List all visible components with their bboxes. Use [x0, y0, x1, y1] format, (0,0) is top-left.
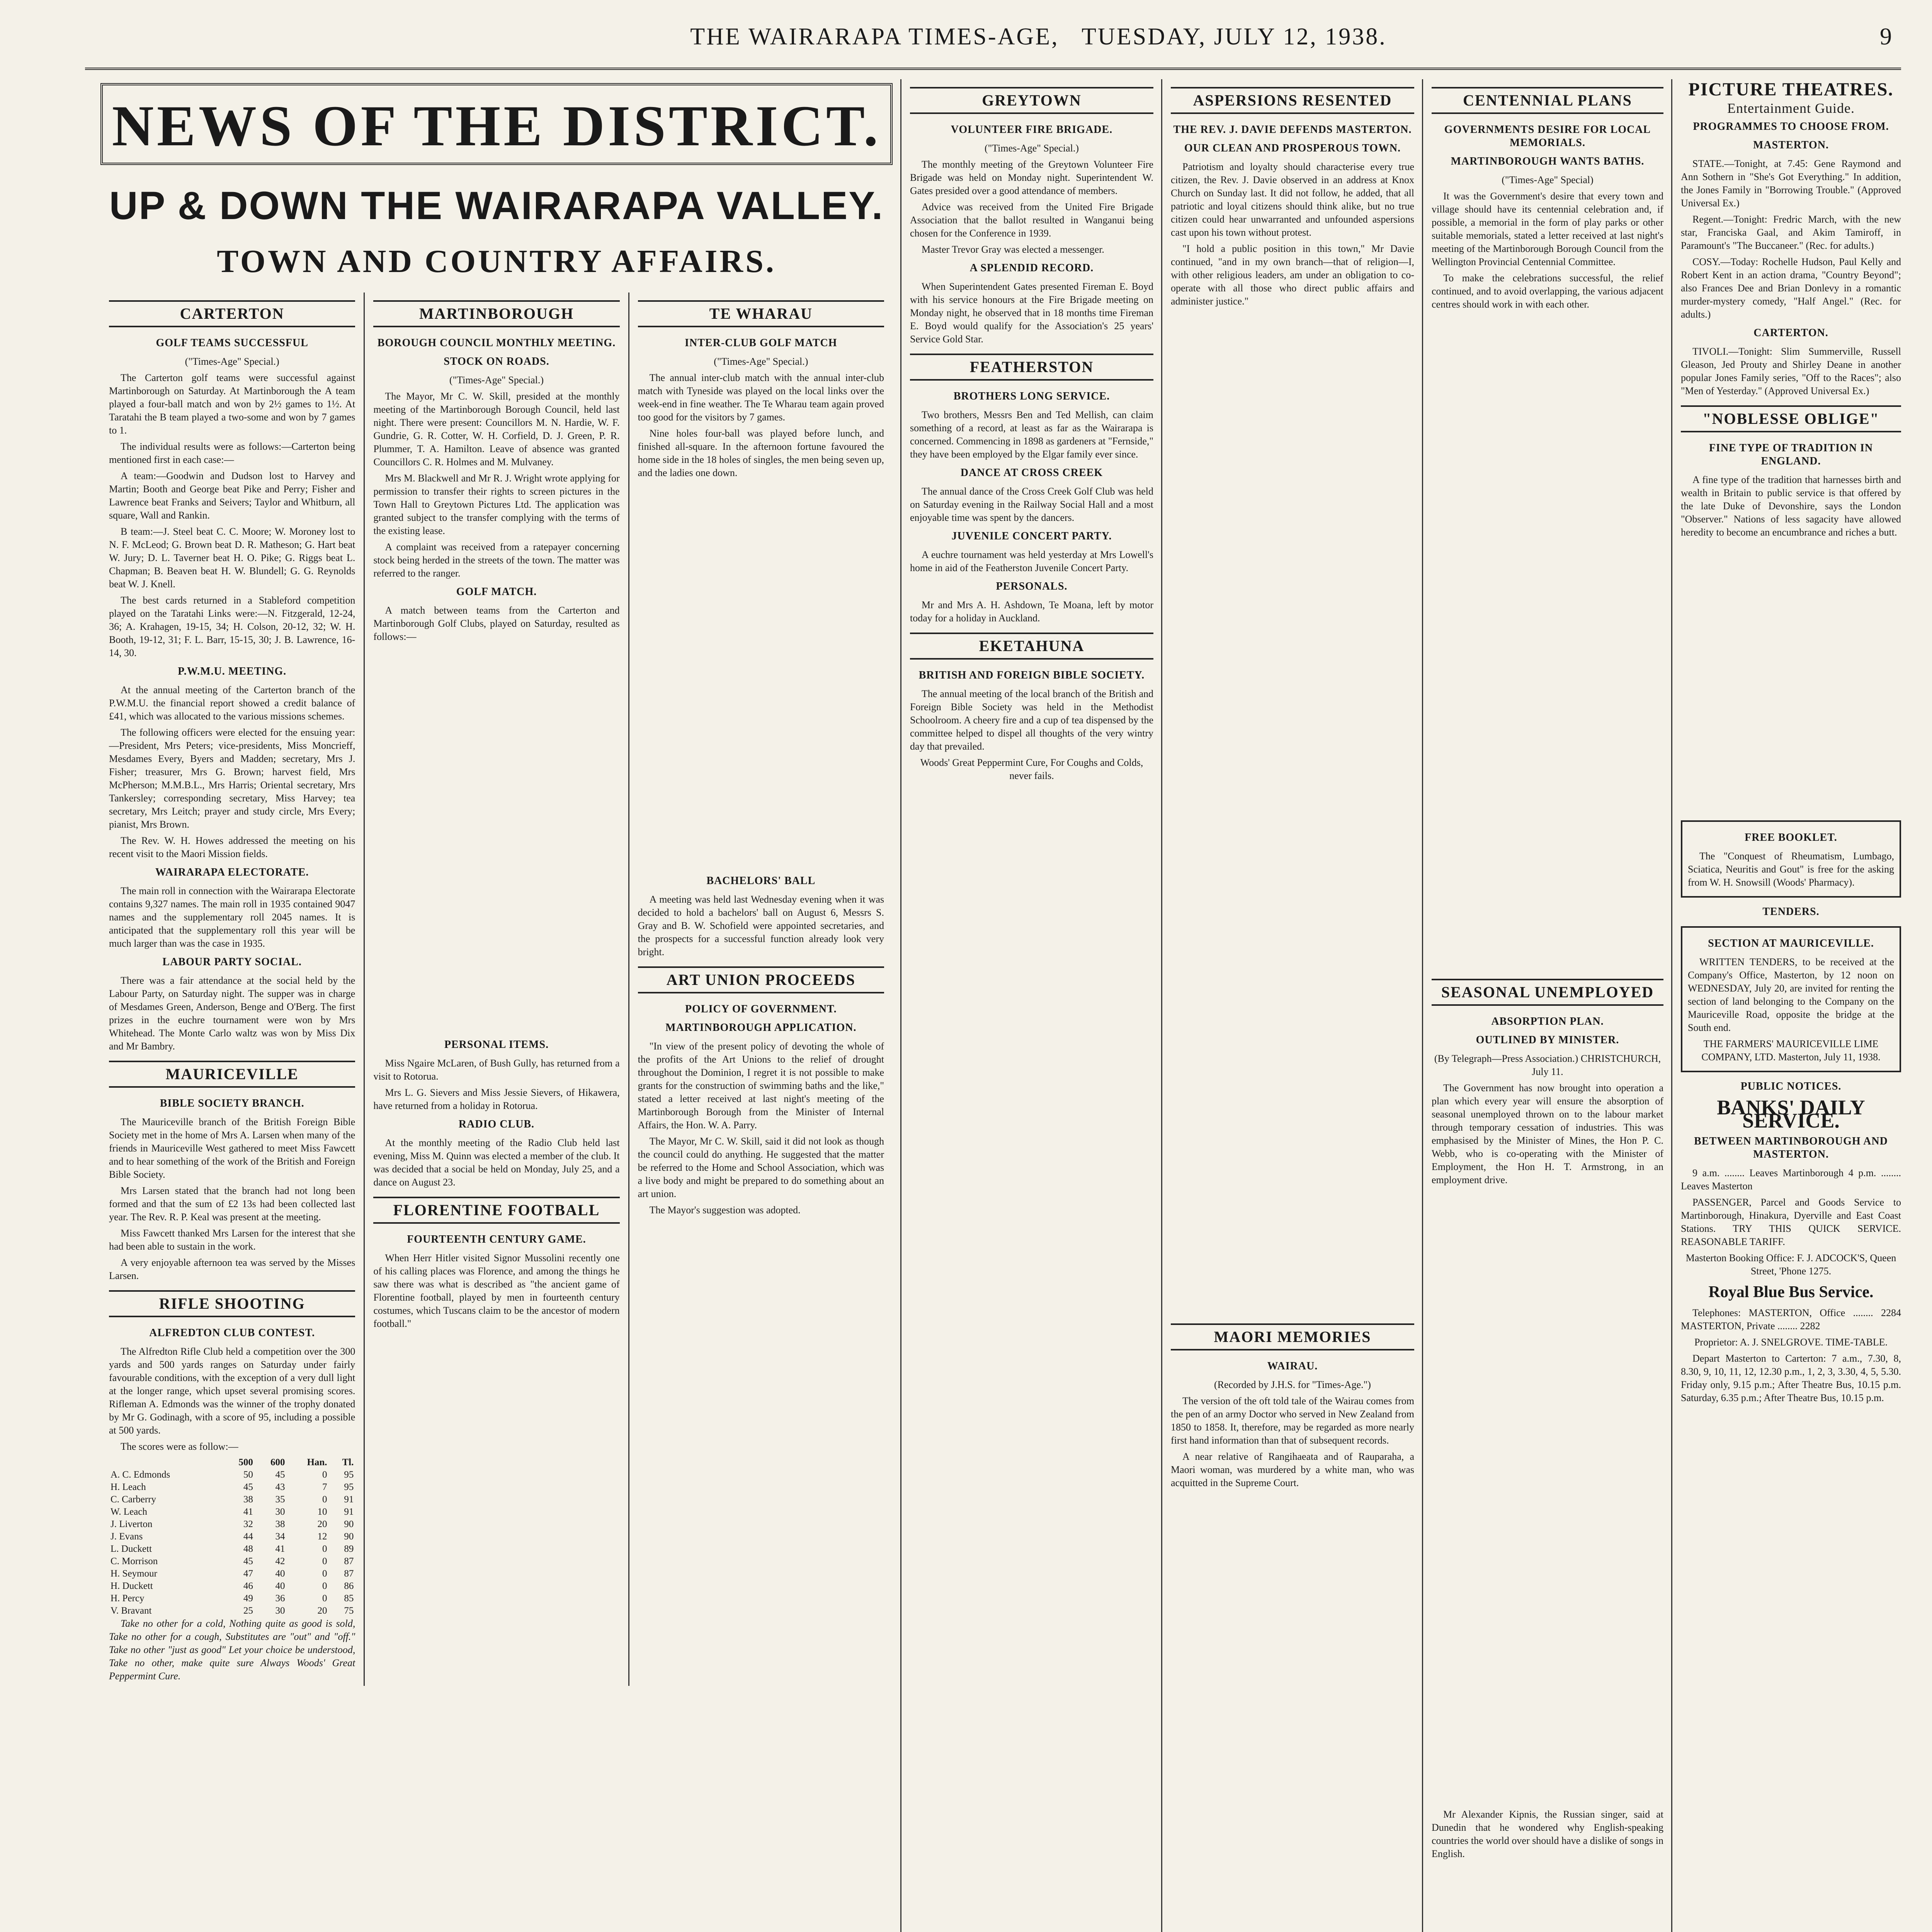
article-paragraph: The monthly meeting of the Greytown Volunteer Fire Brigade was held on Monday night. Superintendent W. Gates presided over a good attendance of members.	[910, 159, 1153, 196]
masthead	[97, 19, 1893, 54]
table-cell: 41	[275, 1544, 285, 1554]
section-heading-rifle: RIFLE SHOOTING	[109, 1290, 355, 1317]
theatre-listing-regent: Regent.—Tonight: Fredric March, with the new star, Franciska Gaal, and Akim Tamiroff, in Paramount's "The Buccaneer." (Rec. for adults.)	[1681, 214, 1901, 251]
town-country-heading: TOWN AND COUNTRY AFFAIRS.	[217, 243, 776, 279]
column-aspersions	[1171, 79, 1414, 1932]
peppermint-verse: Take no other for a cold, Nothing quite as good is sold, Take no other for a cough, Substitutes are "out" and "off." Take no other "just as good" Let your choice be understood, Take no other, make quite sure Always Woods' Great Peppermint Cure.	[109, 1618, 355, 1682]
article-paragraph: Miss Ngaire McLaren, of Bush Gully, has returned from a visit to Rotorua.	[373, 1058, 620, 1082]
column-martinborough	[365, 293, 629, 1686]
tender-text: WRITTEN TENDERS, to be received at the Company's Office, Masterton, by 12 noon on WEDNESDAY, July 20, are invited for renting the section of land belonging to the Company on the Mauriceville Road, opposite the bridge at the South end.	[1688, 956, 1894, 1033]
table-cell: 0	[322, 1494, 327, 1505]
table-cell: 85	[344, 1593, 354, 1604]
table-cell: 41	[243, 1507, 253, 1517]
article-paragraph: Mr Alexander Kipnis, the Russian singer, said at Dunedin that he wondered why English-speaking countries the world over should have a dislike of songs in English.	[1432, 1809, 1663, 1859]
column-rule	[1161, 79, 1162, 1932]
carterton-heading: CARTERTON.	[1753, 327, 1828, 339]
subheading-bible: BIBLE SOCIETY BRANCH.	[160, 1097, 304, 1109]
article-paragraph: A team:—Goodwin and Dudson lost to Harvey and Martin; Booth and George beat Pike and Perry; Fisher and Lawrence beat Franks and Seivers; Taylor and Whitburn, all square, Wall and Rankin.	[109, 470, 355, 521]
section-heading-maori: MAORI MEMORIES	[1171, 1323, 1414, 1350]
tenders-heading: TENDERS.	[1762, 906, 1820, 918]
article-paragraph: Nine holes four-ball was played before lunch, and finished all-square. In the afternoon fortune favoured the home side in the 18 holes of singles, the men being seven up, and the ladies one down.	[638, 428, 884, 478]
royal-timetable: Depart Masterton to Carterton: 7 a.m., 7.30, 8, 8.30, 9, 10, 11, 12, 12.30 p.m., 1, 2, 3, 3.30, 4, 5, 5.30. Friday only, 9.15 p.m.; After Theatre Bus, 10.15 p.m. Saturday, 6.35 p.m.; After Theatre Bus, 10.15 p.m.	[1681, 1353, 1901, 1403]
article-paragraph: Miss Fawcett thanked Mrs Larsen for the interest that she had been able to sustain in the work.	[109, 1228, 355, 1252]
footer-advert: Woods' Great Peppermint Cure, For Coughs and Colds, never fails.	[920, 757, 1143, 781]
banks-service-heading: BANKS' DAILY SERVICE.	[1717, 1096, 1865, 1132]
subheading-stock: STOCK ON ROADS.	[444, 355, 549, 367]
table-cell: H. Seymour	[111, 1568, 157, 1579]
table-cell: 34	[275, 1531, 285, 1542]
column-carterton	[100, 293, 365, 1686]
subheading-bachelors: BACHELORS' BALL	[706, 875, 816, 887]
subheading-pwmu: P.W.M.U. MEETING.	[178, 665, 287, 677]
article-paragraph: Mrs Larsen stated that the branch had not long been formed and that the sum of £2 13s had been collected last year. The Rev. R. P. Keal was present at the meeting.	[109, 1185, 355, 1223]
subheading-bible-society: BRITISH AND FOREIGN BIBLE SOCIETY.	[918, 669, 1145, 681]
table-cell: 38	[243, 1494, 253, 1505]
article-paragraph: The Rev. W. H. Howes addressed the meeting on his recent visit to the Maori Mission fields.	[109, 835, 355, 859]
special-credit: ("Times-Age" Special.)	[449, 374, 544, 386]
column-rule	[1422, 79, 1423, 1932]
column-text-area	[373, 646, 619, 1033]
scores-column-header: 600	[270, 1457, 285, 1468]
subheading-tradition: FINE TYPE OF TRADITION IN ENGLAND.	[1709, 442, 1873, 467]
table-cell: 91	[344, 1494, 354, 1505]
subheading-electorate: WAIRARAPA ELECTORATE.	[155, 866, 309, 878]
article-paragraph: Advice was received from the United Fire Brigade Association that the ballot resulted in Wanganui being chosen for the Conference in 1939.	[910, 201, 1153, 239]
column-text-area	[638, 483, 884, 869]
article-paragraph: Mrs M. Blackwell and Mr R. J. Wright wrote applying for permission to transfer their rights to screen pictures in the Town Hall to Greytown Pictures Ltd. The application was granted subject to the transfer complying with the terms of the existing lease.	[373, 473, 620, 536]
section-heading-centennial: CENTENNIAL PLANS	[1432, 87, 1663, 114]
subheading-brothers: BROTHERS LONG SERVICE.	[953, 390, 1110, 402]
table-cell: 46	[243, 1581, 253, 1591]
telegraph-credit: (By Telegraph—Press Association.) CHRISTCHURCH, July 11.	[1434, 1053, 1661, 1077]
table-cell: 38	[275, 1519, 285, 1529]
scores-header-row	[109, 1456, 355, 1469]
table-cell: 87	[344, 1568, 354, 1579]
free-booklet-text: The "Conquest of Rheumatism, Lumbago, Sciatica, Neuritis and Gout" is free for the asking from W. H. Snowsill (Woods' Pharmacy).	[1688, 850, 1894, 888]
article-paragraph: It was the Government's desire that every town and village should have its centennial celebration and, if possible, a memorial in the form of play parks or other suitable memorials, stated a letter received at last night's meeting of the Martinborough Borough Council from the Wellington Provincial Centennial Committee.	[1432, 190, 1663, 267]
royal-proprietor: Proprietor: A. J. SNELGROVE. TIME-TABLE.	[1694, 1337, 1888, 1348]
table-cell: C. Carberry	[111, 1494, 156, 1505]
column-rule	[900, 79, 901, 1932]
article-paragraph: The Mayor, Mr C. W. Skill, said it did not look as though the council could do anything. He suggested that the matter be referred to the Home and School Association, which was a live body and might be prepared to do something about an art union.	[638, 1136, 884, 1199]
table-row	[109, 1555, 355, 1568]
section-heading-featherston: FEATHERSTON	[910, 354, 1153, 381]
table-cell: 95	[344, 1469, 354, 1480]
article-paragraph: The Carterton golf teams were successful against Martinborough on Saturday. At Martinborough the A team played a four-ball match and won by 2½ games to 1½. At Taratahi the B team played a two-some and won by 7 games to 1.	[109, 372, 355, 436]
royal-blue-heading: Royal Blue Bus Service.	[1708, 1283, 1874, 1301]
column-centennial	[1432, 79, 1663, 1932]
subheading-council: BOROUGH COUNCIL MONTHLY MEETING.	[377, 337, 616, 349]
masthead-title	[690, 23, 1387, 51]
article-paragraph: The main roll in connection with the Wairarapa Electorate contains 9,327 names. The main roll in 1935 contained 9047 names and the supplementary roll 2045 names. It is anticipated that the supplementary roll this year will be much larger than was the case in 1935.	[109, 885, 355, 949]
section-heading-eketahuna: EKETAHUNA	[910, 633, 1153, 660]
subheading-policy: POLICY OF GOVERNMENT.	[685, 1003, 837, 1015]
article-paragraph: At the annual meeting of the Carterton branch of the P.W.M.U. the financial report showed a credit balance of £41, which was allocated to the various missions schemes.	[109, 684, 355, 722]
subheading-golf-match: GOLF MATCH.	[456, 586, 537, 598]
article-paragraph: At the monthly meeting of the Radio Club held last evening, Miss M. Quinn was elected a member of the club. It was decided that a social be held on Monday, July 25, and a dance on August 23.	[373, 1137, 620, 1188]
table-cell: 45	[243, 1482, 253, 1492]
subheading-minister: OUTLINED BY MINISTER.	[1476, 1034, 1619, 1046]
public-notices-heading: PUBLIC NOTICES.	[1740, 1080, 1842, 1092]
column-text-area	[1681, 542, 1901, 813]
article-paragraph: A match between teams from the Carterton and Martinborough Golf Clubs, played on Saturday, resulted as follows:—	[373, 605, 620, 642]
theatre-listing-state: STATE.—Tonight, at 7.45: Gene Raymond and Ann Sothern in "She's Got Everything." In addition, the Jones Family in "Borrowing Trouble." (Approved Universal Ex.)	[1681, 158, 1901, 209]
section-heading-mauriceville: MAURICEVILLE	[109, 1061, 355, 1088]
subheading-memorials: GOVERNMENTS DESIRE FOR LOCAL MEMORIALS.	[1444, 124, 1651, 149]
table-cell: W. Leach	[111, 1507, 147, 1517]
table-cell: 0	[322, 1469, 327, 1480]
table-row	[109, 1543, 355, 1555]
special-credit: ("Times-Age" Special)	[1502, 174, 1594, 185]
table-cell: 49	[243, 1593, 253, 1604]
table-cell: 50	[243, 1469, 253, 1480]
table-cell: 0	[322, 1544, 327, 1554]
subheading-golf: GOLF TEAMS SUCCESSFUL	[156, 337, 308, 349]
column-greytown	[910, 79, 1153, 1932]
article-paragraph: The following officers were elected for the ensuing year:—President, Mrs Peters; vice-presidents, Miss Moncrieff, Mesdames Every, Byers and Madden; secretary, Mrs J. Fisher; treasurer, Mrs G. Brown; harvest field, Mrs McPherson; M.M.B.L., Mrs Harris; Oriental secretary, Mrs Tankersley; corresponding secretary, Miss Harvey; tea secretary, Mrs Leitch; prayer and study circle, Mrs Every; pianist, Mrs Brown.	[109, 727, 355, 830]
article-paragraph: The annual meeting of the local branch of the British and Foreign Bible Society was held in the Methodist Schoolroom. A cheery fire and a cup of tea dispensed by the committee helped to dispel all thoughts of the very wintry day that prevailed.	[910, 688, 1153, 752]
table-cell: 42	[275, 1556, 285, 1566]
table-cell: 30	[275, 1605, 285, 1616]
table-cell: 40	[275, 1581, 285, 1591]
table-cell: 0	[322, 1568, 327, 1579]
table-cell: 90	[344, 1531, 354, 1542]
section-heading-te-wharau: TE WHARAU	[638, 300, 884, 327]
table-cell: 47	[243, 1568, 253, 1579]
section-heading-martinborough: MARTINBOROUGH	[373, 300, 619, 327]
table-row	[109, 1592, 355, 1605]
district-news-block	[100, 79, 893, 1932]
table-row	[109, 1568, 355, 1580]
article-paragraph: A very enjoyable afternoon tea was served by the Misses Larsen.	[109, 1257, 355, 1281]
table-cell: J. Liverton	[111, 1519, 153, 1529]
article-paragraph: The Alfredton Rifle Club held a competition over the 300 yards and 500 yards ranges on Saturday under fairly favourable conditions, with the exception of a very dull light at the longer range, which upset several promising scores. Rifleman A. Edmonds was the winner of the trophy donated by Mr G. Godinagh, with a score of 95, including a possible at 500 yards.	[109, 1346, 355, 1436]
article-paragraph: The Mayor's suggestion was adopted.	[649, 1204, 801, 1216]
article-paragraph: When Herr Hitler visited Signor Mussolini recently one of his calling places was Florence, and among the things he saw there was what is described as "the ancient game of Florentine football, played by men in fourteenth century costumes, which Tuscans claim to be the ancestor of modern football."	[373, 1252, 620, 1329]
subheading-personal: PERSONAL ITEMS.	[444, 1039, 549, 1051]
banks-booking-office: Masterton Booking Office: F. J. ADCOCK'S, Queen Street, 'Phone 1275.	[1685, 1252, 1896, 1277]
subheading-alfredton: ALFREDTON CLUB CONTEST.	[149, 1327, 315, 1339]
subheading-fourteenth: FOURTEENTH CENTURY GAME.	[407, 1233, 586, 1245]
table-cell: L. Duckett	[111, 1544, 152, 1554]
article-paragraph: The Mauriceville branch of the British Foreign Bible Society met in the home of Mrs A. Larsen when many of the friends in Mauriceville West gathered to meet Miss Fawcett and to hear something of the work of the British and Foreign Bible Society.	[109, 1116, 355, 1180]
table-cell: 90	[344, 1519, 354, 1529]
section-heading-aspersions: ASPERSIONS RESENTED	[1171, 87, 1414, 114]
subheading-clean-town: OUR CLEAN AND PROSPEROUS TOWN.	[1184, 142, 1401, 154]
article-paragraph: When Superintendent Gates presented Fireman E. Boyd with his service honours at the Fire Brigade meeting on Monday night, he observed that in 18 months time Fireman E. Boyd would qualify for the Association's 25 years' Service Gold Star.	[910, 281, 1153, 345]
article-paragraph: Patriotism and loyalty should characterise every true citizen, the Rev. J. Davie observed in an address at Knox Church on Sunday last. It did not follow, he added, that all patriotic and loyal citizens should think alike, but no true citizen could hear unwarranted and unfounded aspersions cast upon his town without protest.	[1171, 161, 1414, 238]
scores-column-header: 500	[238, 1457, 253, 1468]
table-cell: 44	[243, 1531, 253, 1542]
table-cell: 7	[322, 1482, 327, 1492]
subheading-baths: MARTINBOROUGH WANTS BATHS.	[1451, 155, 1645, 167]
subheading-dance: DANCE AT CROSS CREEK	[960, 467, 1103, 479]
article-paragraph: The best cards returned in a Stableford competition played on the Taratahi Links were:—N. Fitzgerald, 12-24, 36; A. Krahagen, 19-15, 34; H. Colson, 20-12, 32; W. H. Booth, 19-12, 31; F. L. Barr, 15-15, 30; J. B. Lawrence, 16-14, 30.	[109, 595, 355, 658]
valley-heading: UP & DOWN THE WAIRARAPA VALLEY.	[109, 184, 884, 228]
rifle-scores-table	[109, 1456, 355, 1617]
section-heading-noblesse: "NOBLESSE OBLIGE"	[1681, 405, 1901, 432]
article-paragraph: A fine type of the tradition that harnesses birth and wealth in Britain to public service is that offered by the late Duke of Devonshire, says the London "Observer." Nations of less sagacity have allowed heredity to become an encumbrance and riches a butt.	[1681, 474, 1901, 538]
news-of-district-box	[100, 83, 893, 165]
article-paragraph: A near relative of Rangihaeata and of Rauparaha, a Maori woman, was murdered by a white man, who was acquitted in the Supreme Court.	[1171, 1451, 1414, 1488]
tender-signoff: THE FARMERS' MAURICEVILLE LIME COMPANY, LTD. Masterton, July 11, 1938.	[1701, 1038, 1881, 1063]
table-cell: 0	[322, 1581, 327, 1591]
table-cell: 20	[317, 1605, 327, 1616]
section-heading-florentine: FLORENTINE FOOTBALL	[373, 1197, 619, 1224]
article-paragraph: B team:—J. Steel beat C. C. Moore; W. Moroney lost to N. F. McLeod; G. Brown beat D. R. Matheson; G. Hart beat W. Jury; D. L. Taverner beat H. O. Pike; G. Riggs beat L. Chapman; B. Beaven beat H. W. Blundell; G. G. Reynolds beat W. J. Knell.	[109, 526, 355, 590]
table-cell: 36	[275, 1593, 285, 1604]
banks-times: 9 a.m. ........ Leaves Martinborough 4 p.m. ........ Leaves Masterton	[1681, 1167, 1901, 1192]
article-paragraph: The annual inter-club match with the annual inter-club match with Tyneside was played on the local links over the week-end in fine weather. The Te Wharau team again proved too good for the visitors by 7 games.	[638, 372, 884, 423]
table-cell: H. Leach	[111, 1482, 146, 1492]
tender-box	[1681, 926, 1901, 1072]
free-booklet-heading: FREE BOOKLET.	[1745, 832, 1837, 844]
article-paragraph: To make the celebrations successful, the relief continued, and to avoid overlapping, the various adjacent centres should work in with each other.	[1432, 272, 1663, 310]
table-cell: 48	[243, 1544, 253, 1554]
article-paragraph: Master Trevor Gray was elected a messenger.	[922, 244, 1104, 255]
article-paragraph: A meeting was held last Wednesday evening when it was decided to hold a bachelors' ball on August 6, Messrs S. Gray and B. W. Schofield were appointed secretaries, and the prospects for a successful function already look very bright.	[638, 894, 884, 957]
issue-date: TUESDAY, JULY 12, 1938.	[1082, 23, 1387, 50]
table-cell: 32	[243, 1519, 253, 1529]
scores-column-header: Han.	[307, 1457, 327, 1468]
article-paragraph: The Government has now brought into operation a plan which every year will ensure the absorption of seasonal unemployed thrown on to the labour market through temporary cessation of industries. This was emphasised by the Minister of Mines, the Hon P. C. Webb, who is co-operating with the Minister of Employment, the Hon H. T. Armstrong, in an employment drive.	[1432, 1082, 1663, 1185]
table-row	[109, 1506, 355, 1518]
table-row	[109, 1605, 355, 1617]
column-text-area	[1432, 1190, 1663, 1808]
table-row	[109, 1531, 355, 1543]
column-text-area	[1432, 314, 1663, 971]
table-row	[109, 1481, 355, 1493]
table-cell: 45	[275, 1469, 285, 1480]
subheading-personals: PERSONALS.	[996, 580, 1068, 592]
section-heading-art-union: ART UNION PROCEEDS	[638, 966, 884, 993]
section-heading-greytown: GREYTOWN	[910, 87, 1153, 114]
subheading-absorption: ABSORPTION PLAN.	[1491, 1015, 1604, 1027]
article-paragraph: The individual results were as follows:—Carterton being mentioned first in each case:—	[109, 441, 355, 465]
section-heading-carterton: CARTERTON	[109, 300, 355, 327]
column-text-area	[1171, 311, 1414, 1316]
banks-route: BETWEEN MARTINBOROUGH AND MASTERTON.	[1694, 1135, 1888, 1160]
table-cell: 0	[322, 1556, 327, 1566]
subheading-fire-brigade: VOLUNTEER FIRE BRIGADE.	[951, 124, 1113, 136]
special-credit: ("Times-Age" Special.)	[185, 356, 279, 367]
subheading-labour: LABOUR PARTY SOCIAL.	[162, 956, 302, 968]
table-cell: 25	[243, 1605, 253, 1616]
article-paragraph: Mrs L. G. Sievers and Miss Jessie Sievers, of Hikawera, have returned from a holiday in Rotorua.	[373, 1087, 620, 1111]
table-cell: H. Duckett	[111, 1581, 153, 1591]
table-cell: 35	[275, 1494, 285, 1505]
table-cell: 43	[275, 1482, 285, 1492]
special-credit: ("Times-Age" Special.)	[984, 143, 1079, 154]
table-cell: 45	[243, 1556, 253, 1566]
table-row	[109, 1469, 355, 1481]
table-cell: J. Evans	[111, 1531, 143, 1542]
royal-telephones: Telephones: MASTERTON, Office ........ 2284 MASTERTON, Private ........ 2282	[1681, 1307, 1901, 1332]
table-cell: 87	[344, 1556, 354, 1566]
table-cell: 95	[344, 1482, 354, 1492]
subheading-application: MARTINBOROUGH APPLICATION.	[665, 1022, 857, 1034]
recorded-credit: (Recorded by J.H.S. for "Times-Age.")	[1214, 1379, 1371, 1390]
article-paragraph: "I hold a public position in this town," Mr Davie continued, "and in my own branch—that of religion—I, with other religious leaders, am under an obligation to co-operate with all those who direct public affairs and administer justice."	[1171, 243, 1414, 307]
theatre-listing-cosy: COSY.—Today: Rochelle Hudson, Paul Kelly and Robert Kent in an action drama, "Country Beyond"; also Frances Dee and Brian Donlevy in a romantic murder-mystery comedy, "Half Angel." (Rec. for adults.)	[1681, 256, 1901, 320]
article-paragraph: There was a fair attendance at the social held by the Labour Party, on Saturday night. The supper was in charge of Mesdames Green, Anderson, Benge and O'Berg. The first prizes in the euchre tournament were won by Mrs Whitehead. The Monte Carlo waltz was won by Miss Dix and Mr Bambry.	[109, 975, 355, 1052]
table-cell: 86	[344, 1581, 354, 1591]
article-paragraph: Mr and Mrs A. H. Ashdown, Te Moana, left by motor today for a holiday in Auckland.	[910, 599, 1153, 624]
column-rule	[1671, 79, 1672, 1932]
table-row	[109, 1518, 355, 1531]
scores-column-header	[109, 1456, 223, 1469]
table-cell: 89	[344, 1544, 354, 1554]
table-cell: 20	[317, 1519, 327, 1529]
table-row	[109, 1580, 355, 1592]
paper-name: THE WAIRARAPA TIMES-AGE,	[690, 23, 1059, 50]
article-paragraph: The Mayor, Mr C. W. Skill, presided at the monthly meeting of the Martinborough Borough Council, held last night. There were present: Councillors M. N. Hardie, W. F. Gundrie, G. R. Cotter, W. H. Corfield, D. J. Green, P. R. Plummer, T. A. Hamilton. Leave of absence was granted Councillors C. R. Holmes and M. Mulvaney.	[373, 391, 620, 468]
table-cell: 10	[317, 1507, 327, 1517]
subheading-davie: THE REV. J. DAVIE DEFENDS MASTERTON.	[1173, 124, 1412, 136]
programmes-heading: PROGRAMMES TO CHOOSE FROM.	[1693, 121, 1889, 133]
article-paragraph: Two brothers, Messrs Ben and Ted Mellish, can claim something of a record, at least as far as the Wairarapa is concerned. Commencing in 1898 as gardeners at "Fernside," they have been employed by the Elgar family ever since.	[910, 409, 1153, 460]
section-mauriceville-heading: SECTION AT MAURICEVILLE.	[1708, 937, 1874, 949]
section-heading-seasonal: SEASONAL UNEMPLOYED	[1432, 979, 1663, 1006]
scores-intro: The scores were as follow:—	[121, 1441, 238, 1452]
article-paragraph: A euchre tournament was held yesterday at Mrs Lowell's home in aid of the Featherston Juvenile Concert Party.	[910, 549, 1153, 573]
subheading-record: A SPLENDID RECORD.	[969, 262, 1094, 274]
entertainment-guide-heading: Entertainment Guide.	[1727, 100, 1855, 116]
picture-theatres-heading: PICTURE THEATRES.	[1688, 79, 1894, 100]
article-paragraph: "In view of the present policy of devoting the whole of the profits of the Art Unions to the relief of drought throughout the Dominion, I regret it is not possible to make grants for the construction of swimming baths and the like," stated a letter received at last night's meeting of the Martinborough Borough from the Minister of Internal Affairs, the Hon. W. A. Parry.	[638, 1041, 884, 1131]
table-cell: 0	[322, 1593, 327, 1604]
table-cell: 40	[275, 1568, 285, 1579]
free-booklet-box	[1681, 820, 1901, 898]
theatre-listing-tivoli: TIVOLI.—Tonight: Slim Summerville, Russell Gleason, Jed Prouty and Shirley Deane in another popular Jones Family series, "Off to the Races"; also "Men of Yesterday." (Approved Universal Ex.)	[1681, 346, 1901, 396]
table-cell: H. Percy	[111, 1593, 145, 1604]
table-cell: 12	[317, 1531, 327, 1542]
district-subcolumns	[100, 293, 893, 1686]
masterton-heading: MASTERTON.	[1753, 139, 1829, 151]
table-cell: C. Morrison	[111, 1556, 158, 1566]
table-cell: 75	[344, 1605, 354, 1616]
article-paragraph: A complaint was received from a ratepayer concerning stock being herded in the streets of the town. The matter was referred to the ranger.	[373, 541, 620, 579]
news-of-district-heading: NEWS OF THE DISTRICT.	[112, 94, 881, 158]
banks-service-text: PASSENGER, Parcel and Goods Service to Martinborough, Hinakura, Dyerville and East Coast Stations. TRY THIS QUICK SERVICE. REASONABLE TARIFF.	[1681, 1197, 1901, 1247]
table-cell: A. C. Edmonds	[111, 1469, 170, 1480]
column-entertainment	[1681, 79, 1901, 1932]
table-cell: V. Bravant	[111, 1605, 152, 1616]
table-cell: 91	[344, 1507, 354, 1517]
subheading-wairau: WAIRAU.	[1267, 1360, 1318, 1372]
article-paragraph: The annual dance of the Cross Creek Golf Club was held on Saturday evening in the Railway Social Hall and a most enjoyable time was spent by the dancers.	[910, 486, 1153, 523]
article-paragraph: The version of the oft told tale of the Wairau comes from the pen of an army Doctor who served in New Zealand from 1850 to 1858. It, therefore, may be regarded as more nearly first hand information than that of subsequent records.	[1171, 1395, 1414, 1446]
page-number: 9	[1880, 23, 1893, 50]
scores-column-header: Tl.	[342, 1457, 354, 1468]
subheading-juvenile: JUVENILE CONCERT PARTY.	[951, 530, 1112, 542]
table-row	[109, 1493, 355, 1506]
column-te-wharau	[629, 293, 893, 1686]
subheading-interclub: INTER-CLUB GOLF MATCH	[685, 337, 837, 349]
special-credit: ("Times-Age" Special.)	[714, 356, 808, 367]
masthead-rule	[85, 68, 1901, 70]
table-cell: 30	[275, 1507, 285, 1517]
subheading-radio: RADIO CLUB.	[458, 1118, 535, 1130]
scores-body	[109, 1469, 355, 1617]
